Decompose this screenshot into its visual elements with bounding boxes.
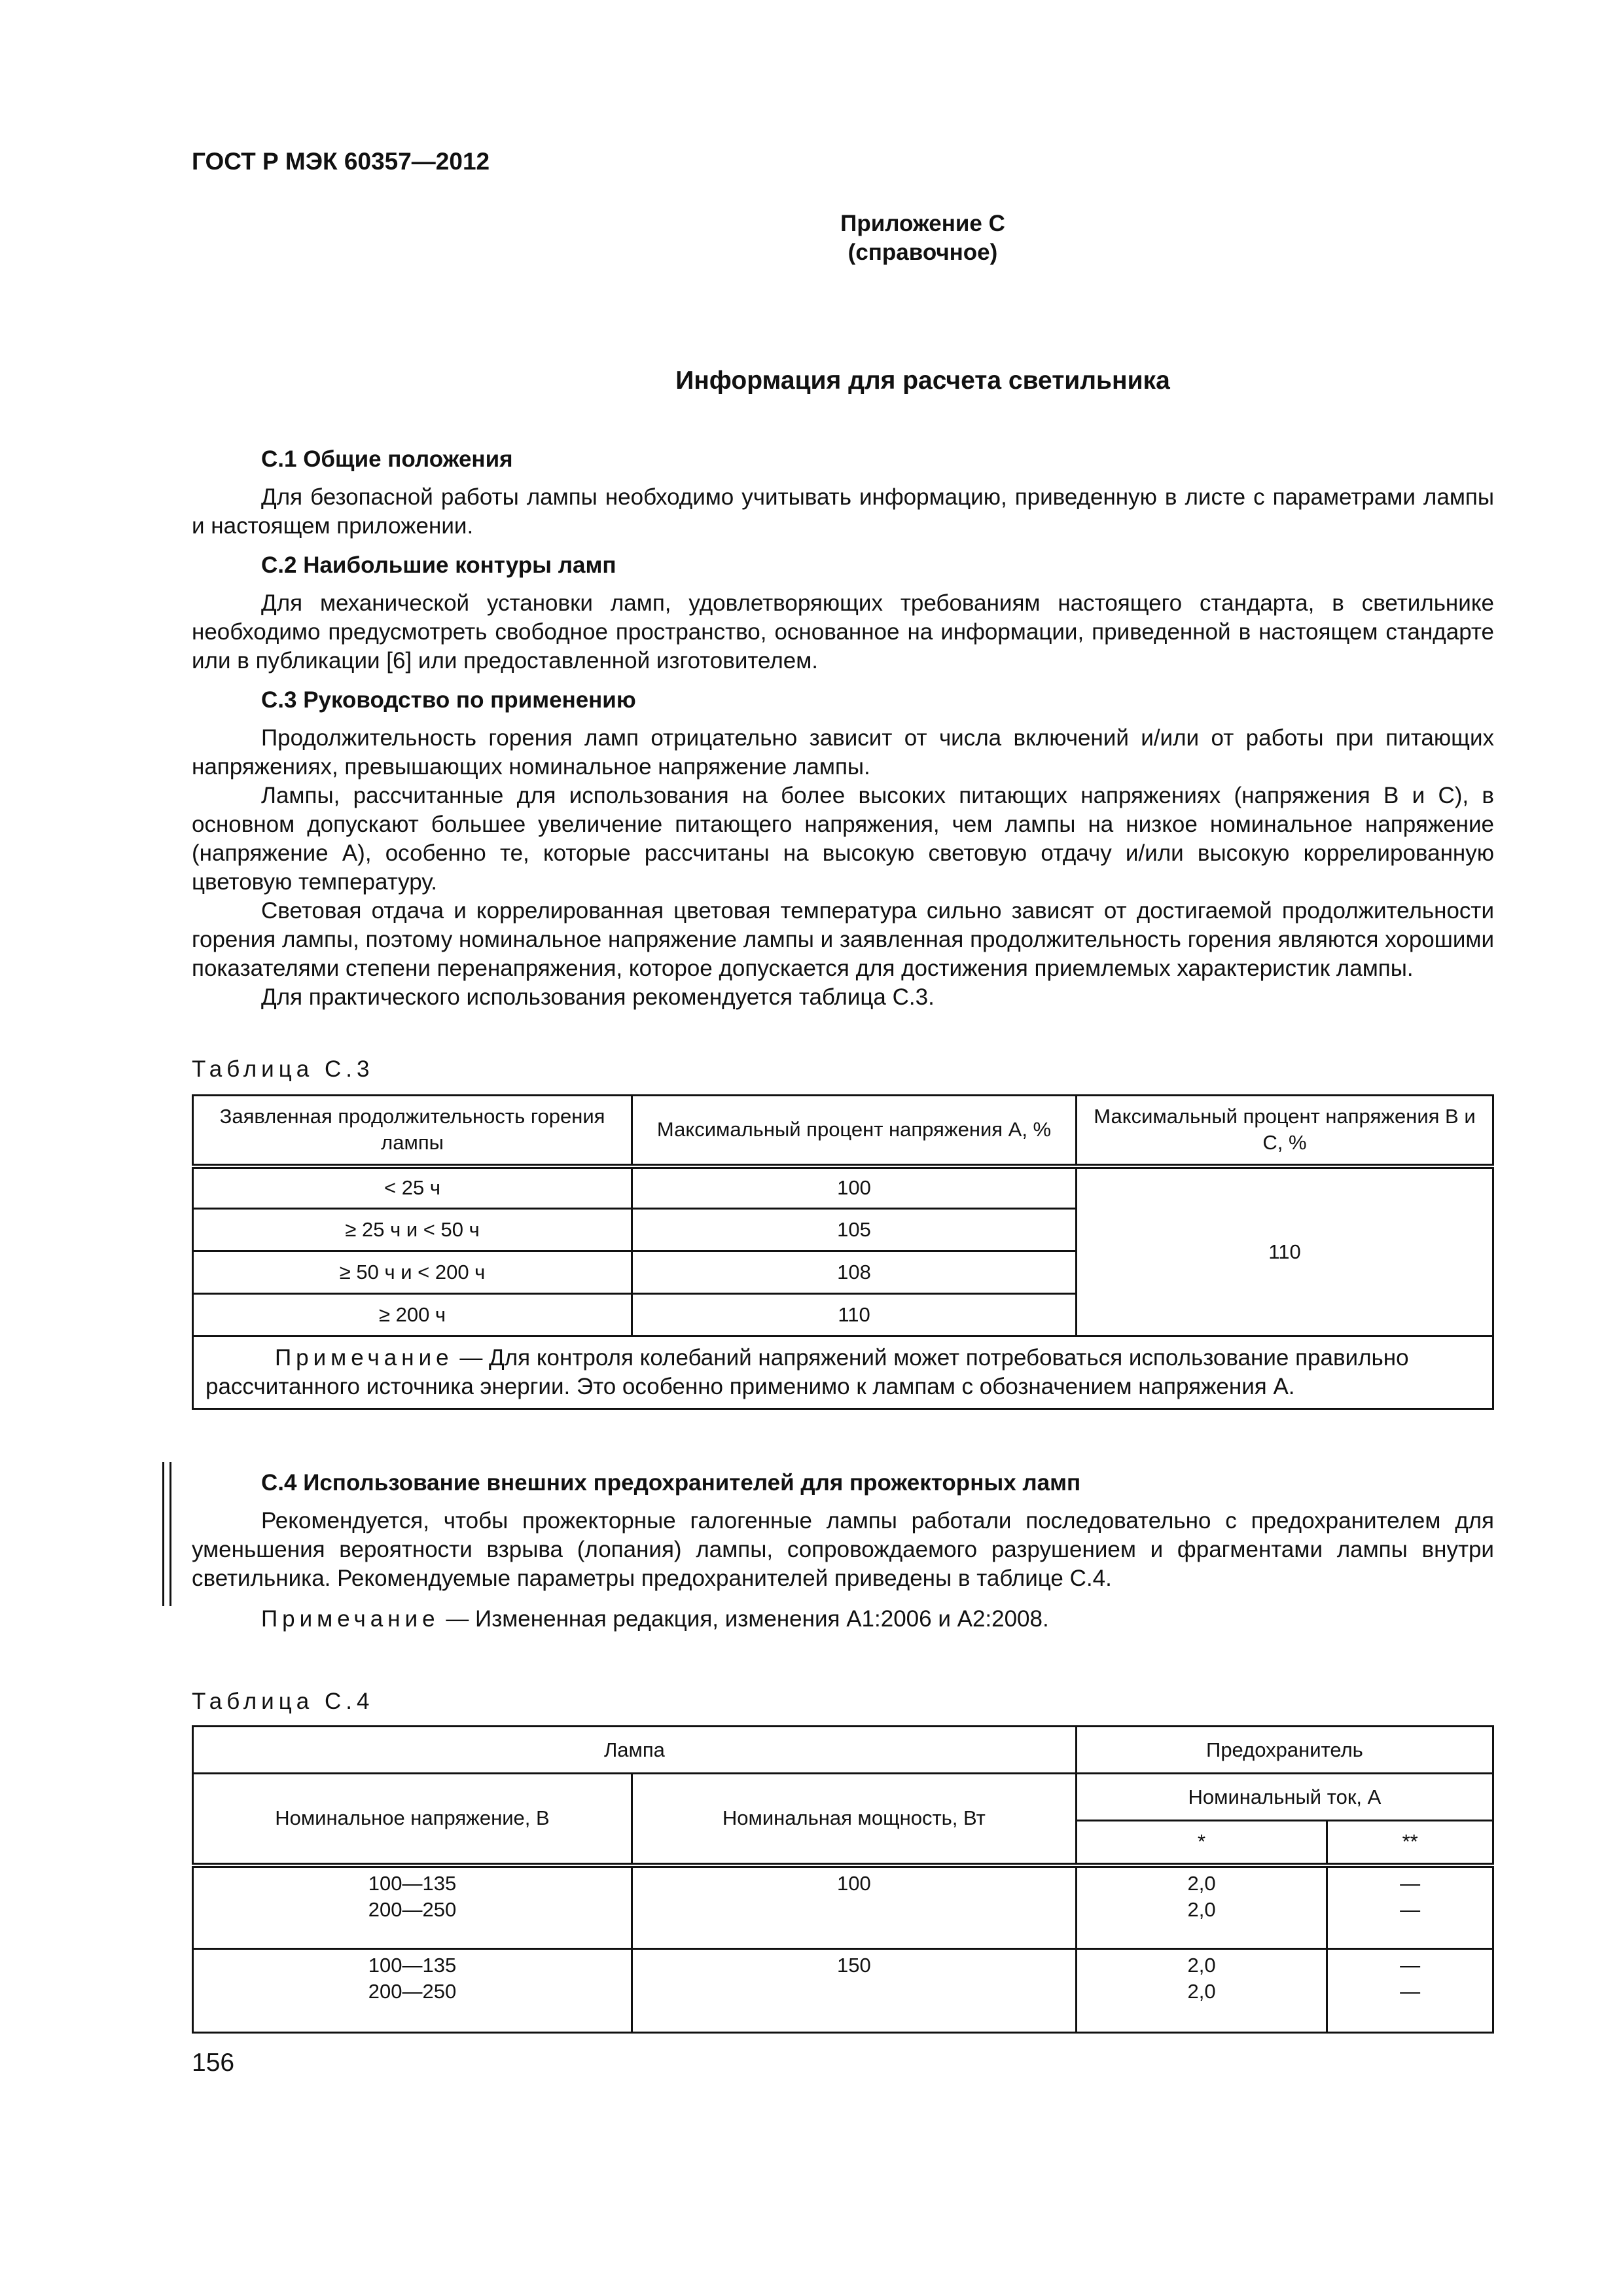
table-c3-header-life: Заявленная продолжительность горения лампы: [193, 1096, 632, 1166]
table-c4-header-voltage: Номинальное напряжение, В: [193, 1774, 632, 1865]
table-row: [193, 1166, 1493, 1209]
section-c3-paragraph-3: Световая отдача и коррелированная цветовая температура сильно зависят от достигаемой продолжительности горения лампы, поэтому номинальное напряжение лампы и заявленная продолжительность горения являются хорошими показателями степени перенапряжения, которое допускается для достижения приемлемых характеристик лампы.: [192, 898, 1494, 981]
page-number: 156: [192, 2049, 235, 2077]
section-c4-paragraph: Рекомендуется, чтобы прожекторные галогенные лампы работали последовательно с предохранителем для уменьшения вероятности взрыва (лопания) лампы, сопровождаемого разрушением и фрагментами лампы внутри светильника. Рекомендуемые параметры предохранителей приведены в таблице С.4.: [192, 1508, 1494, 1591]
dash-value: —: [1400, 1897, 1421, 1921]
section-c2-heading: С.2 Наибольшие контуры ламп: [261, 552, 616, 578]
table-c4-cell-dash: [1327, 1865, 1493, 1949]
table-c4-cell-power: 150: [632, 1949, 1076, 2033]
table-c3-header-row: [193, 1096, 1493, 1166]
table-c3-cell-a: 110: [632, 1294, 1077, 1336]
table-c4-caption: Таблица С.4: [192, 1689, 374, 1714]
table-c3-cell-a: 108: [632, 1251, 1077, 1294]
table-c3-cell-life: ≥ 25 ч и < 50 ч: [193, 1209, 632, 1251]
appendix-type: (справочное): [847, 240, 998, 265]
table-c4-group-fuse: Предохранитель: [1076, 1727, 1493, 1774]
table-c4-cell-dash: [1327, 1949, 1493, 2033]
table-c4-cell-voltage: [193, 1949, 632, 2033]
dash-value: —: [1400, 1980, 1421, 2003]
table-c4-header-power: Номинальная мощность, Вт: [632, 1774, 1076, 1865]
table-c3-note-row: [193, 1336, 1493, 1409]
section-c1-heading: С.1 Общие положения: [261, 446, 513, 472]
section-c3-paragraph-1: Продолжительность горения ламп отрицательно зависит от числа включений и/или от работы при питающих напряжениях, превышающих номинальное напряжение лампы.: [192, 725, 1494, 780]
table-c3-cell-life: ≥ 50 ч и < 200 ч: [193, 1251, 632, 1294]
dash-value: —: [1400, 1871, 1421, 1895]
appendix-label: Приложение С: [840, 211, 1005, 236]
table-c4-cell-voltage: [193, 1865, 632, 1949]
table-c4-subheader-star2: **: [1327, 1821, 1493, 1865]
page-title: Информация для расчета светильника: [675, 367, 1170, 395]
document-header: ГОСТ Р МЭК 60357—2012: [192, 148, 490, 175]
section-c4-note-text: — Измененная редакция, изменения А1:2006 и А2:2008.: [439, 1606, 1049, 1632]
table-c3-header-bc: Максимальный процент напряжения В и С, %: [1076, 1096, 1493, 1166]
table-row: [193, 1865, 1493, 1949]
table-c4-subheader-star1: *: [1076, 1821, 1327, 1865]
table-c4-cell-current: [1076, 1865, 1327, 1949]
section-c3-paragraph-4: Для практического использования рекомендуется таблица С.3.: [261, 984, 935, 1010]
section-c4: [192, 1469, 1494, 1634]
voltage-range: 200—250: [368, 1897, 457, 1921]
table-c3-note-label: Примечание: [275, 1345, 454, 1371]
voltage-range: 200—250: [368, 1980, 457, 2003]
table-c4-header-current: Номинальный ток, А: [1076, 1774, 1493, 1821]
table-c3-cell-bc: 110: [1076, 1166, 1493, 1336]
table-c4-cell-current: [1076, 1949, 1327, 2033]
table-c3-header-a: Максимальный процент напряжения А, %: [632, 1096, 1077, 1166]
table-c4-header-row: [193, 1774, 1493, 1821]
table-c3-cell-life: < 25 ч: [193, 1166, 632, 1209]
section-c4-heading: С.4 Использование внешних предохранителей для прожекторных ламп: [261, 1470, 1081, 1496]
table-c4-group-row: [193, 1727, 1493, 1774]
current-value: 2,0: [1187, 1871, 1216, 1895]
section-c3-heading: С.3 Руководство по применению: [261, 687, 636, 713]
section-c3-paragraph-2: Лампы, рассчитанные для использования на более высоких питающих напряжениях (напряжения В и С), в основном допускают большее увеличение питающего напряжения, чем лампы на низкое номинальное напряжение (напряжение А), особенно те, которые рассчитаны на высокую световую отдачу и/или высокую коррелированную цветовую температуру.: [192, 783, 1494, 895]
voltage-range: 100—135: [368, 1871, 457, 1895]
table-c3-note: [193, 1336, 1493, 1409]
section-c1-paragraph: Для безопасной работы лампы необходимо учитывать информацию, приведенную в листе с параметрами лампы и настоящем приложении.: [192, 484, 1494, 539]
appendix-heading: [0, 209, 1623, 267]
current-value: 2,0: [1187, 1897, 1216, 1921]
table-c3: [192, 1094, 1494, 1410]
section-c4-note: [192, 1605, 1494, 1634]
sections-c1-c3: [192, 445, 1494, 1012]
current-value: 2,0: [1187, 1954, 1216, 1977]
section-c4-note-label: Примечание: [261, 1606, 440, 1632]
table-c3-cell-a: 105: [632, 1209, 1077, 1251]
table-c3-caption: Таблица С.3: [192, 1056, 374, 1082]
table-c3-cell-life: ≥ 200 ч: [193, 1294, 632, 1336]
table-row: [193, 1949, 1493, 2033]
dash-value: —: [1400, 1954, 1421, 1977]
table-c3-note-text: — Для контроля колебаний напряжений может потребоваться использование правильно рассчитанного источника энергии. Это особенно применимо к лампам с обозначением напряжения А.: [205, 1345, 1409, 1399]
current-value: 2,0: [1187, 1980, 1216, 2003]
table-c3-cell-a: 100: [632, 1166, 1077, 1209]
section-c2-paragraph: Для механической установки ламп, удовлетворяющих требованиям настоящего стандарта, в светильнике необходимо предусмотреть свободное пространство, основанное на информации, приведенной в настоящем стандарте или в публикации [6] или предоставленной изготовителем.: [192, 590, 1494, 673]
table-c4-cell-power: 100: [632, 1865, 1076, 1949]
table-c4: [192, 1725, 1494, 2034]
voltage-range: 100—135: [368, 1954, 457, 1977]
table-c4-group-lamp: Лампа: [193, 1727, 1077, 1774]
change-bar: [162, 1462, 171, 1606]
